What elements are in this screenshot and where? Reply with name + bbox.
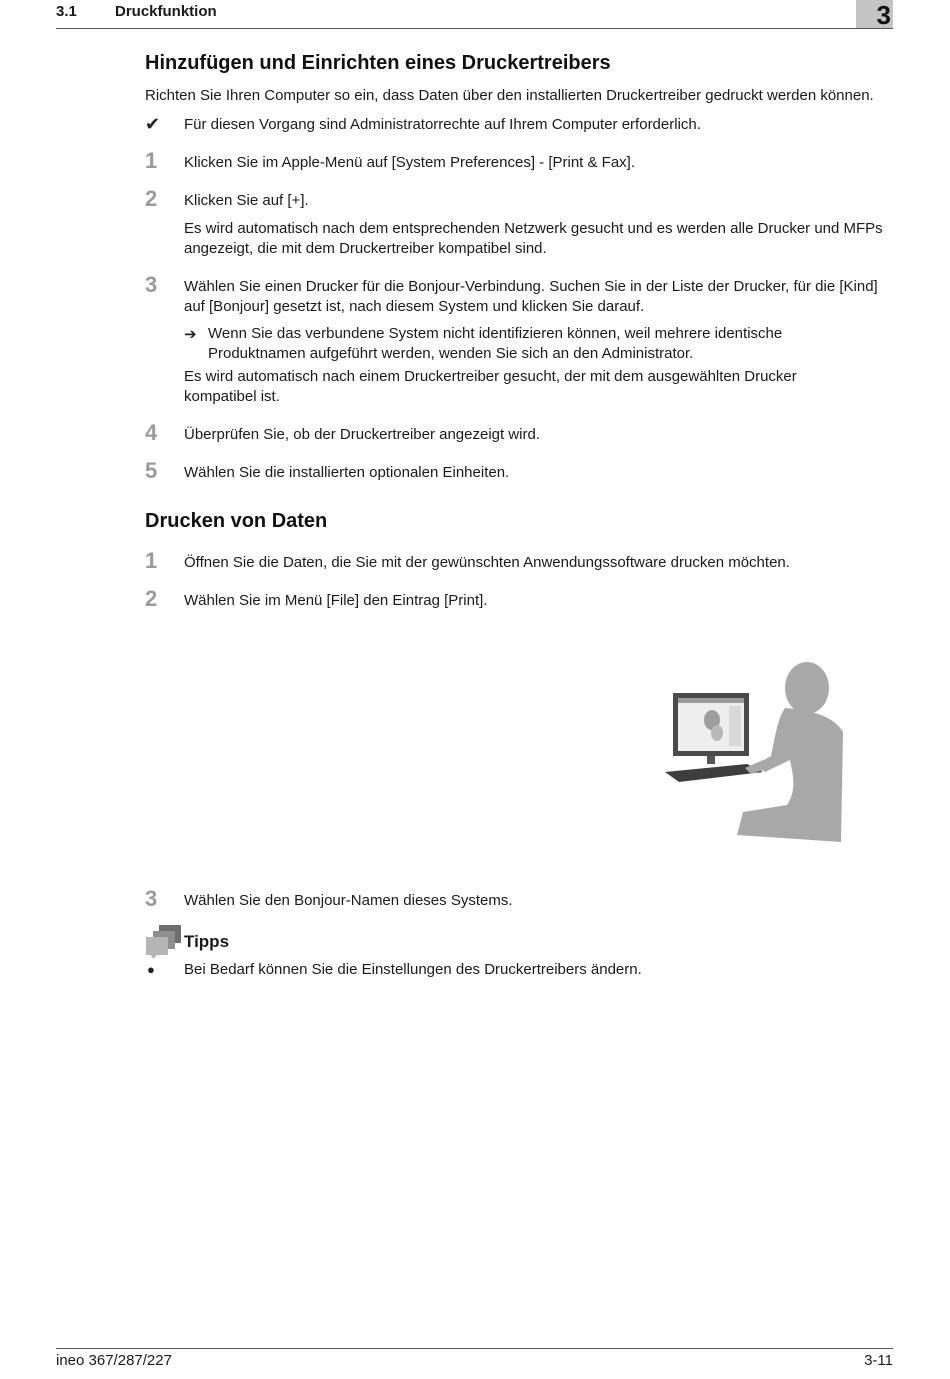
step-text: Öffnen Sie die Daten, die Sie mit der gewünschten Anwendungssoftware drucken möchten. — [184, 554, 790, 571]
step-text: Klicken Sie im Apple-Menü auf [System Preferences] - [Print & Fax]. — [184, 154, 636, 171]
step-number: 4 — [145, 420, 158, 445]
prerequisite-text: Für diesen Vorgang sind Administratorrechte auf Ihrem Computer erforderlich. — [184, 116, 701, 133]
step-text: Überprüfen Sie, ob der Druckertreiber angezeigt wird. — [184, 426, 541, 443]
section-title-print-data: Drucken von Daten — [145, 510, 328, 532]
person-at-computer-illustration — [665, 660, 845, 845]
header-section-number: 3.1 — [56, 3, 77, 20]
page-header — [56, 0, 893, 29]
tips-label: Tipps — [184, 932, 230, 951]
step-substep: Wenn Sie das verbundene System nicht identifizieren können, weil mehrere identische Produktnamen aufgeführt werden, wenden Sie sich an den Administrator. — [208, 325, 783, 362]
step-number: 3 — [145, 272, 158, 297]
step-text: Wählen Sie im Menü [File] den Eintrag [Print]. — [184, 592, 488, 609]
chapter-number: 3 — [876, 0, 891, 30]
step-number: 1 — [145, 148, 158, 173]
tips-item: Bei Bedarf können Sie die Einstellungen des Druckertreibers ändern. — [184, 961, 642, 978]
arrow-right-icon: ➔ — [184, 326, 197, 343]
footer-product: ineo 367/287/227 — [56, 1352, 172, 1369]
checkmark-icon: ✔ — [145, 114, 161, 134]
step-number: 3 — [145, 886, 158, 911]
step-note: Es wird automatisch nach einem Druckertreiber gesucht, der mit dem ausgewählten Drucker kompatibel ist. — [184, 368, 797, 405]
step-text: Wählen Sie den Bonjour-Namen dieses Systems. — [184, 892, 513, 909]
tips-icon — [145, 925, 183, 959]
section-intro: Richten Sie Ihren Computer so ein, dass Daten über den installierten Druckertreiber gedruckt werden können. — [145, 87, 874, 104]
step-text: Wählen Sie die installierten optionalen Einheiten. — [184, 464, 510, 481]
step-text: Klicken Sie auf [+]. — [184, 192, 309, 209]
step-text: Wählen Sie einen Drucker für die Bonjour-Verbindung. Suchen Sie in der Liste der Drucker, für die [Kind] auf [Bonjour] gesetzt ist, nach diesem System und klicken Sie darauf. — [184, 278, 878, 315]
step-number: 2 — [145, 186, 158, 211]
step-number: 2 — [145, 586, 158, 611]
step-number: 5 — [145, 458, 158, 483]
header-section-title: Druckfunktion — [115, 3, 217, 20]
step-note: Es wird automatisch nach dem entsprechenden Netzwerk gesucht und es werden alle Drucker und MFPs angezeigt, die mit dem Druckertreiber kompatibel sind. — [184, 220, 883, 257]
chapter-tab — [856, 0, 893, 28]
step-number: 1 — [145, 548, 158, 573]
bullet-icon: ● — [147, 962, 155, 977]
footer-page-number: 3-11 — [864, 1352, 893, 1369]
footer-divider — [56, 1348, 893, 1349]
section-title-driver-setup: Hinzufügen und Einrichten eines Druckertreibers — [145, 52, 611, 74]
